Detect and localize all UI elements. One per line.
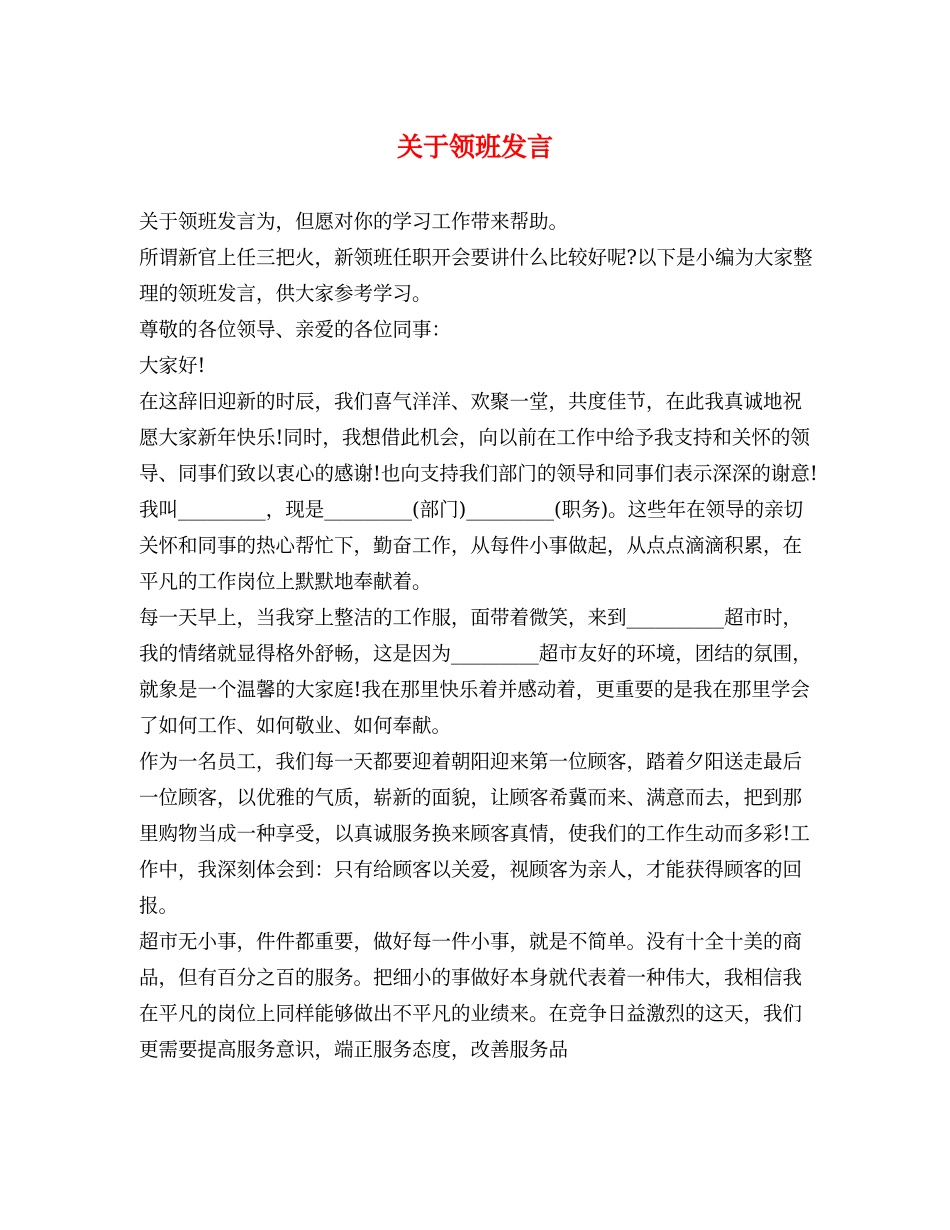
paragraph-intro: 关于领班发言为，但愿对你的学习工作带来帮助。 — [139, 210, 569, 233]
paragraph-customer-service: 作为一名员工，我们每一天都要迎着朝阳迎来第一位顾客，踏着夕阳送走最后一位顾客，以优雅的气质，崭新的面貌，让顾客希冀而来、满意而去，把到那里购物当成一种享受，以真诚服务换来顾客真情，使我们的工作生动而多彩!工作中，我深刻体会到：只有给顾客以关爱，视顾客为亲人，才能获得顾客的回报。 — [139, 750, 810, 917]
paragraph-greeting: 大家好! — [139, 354, 206, 377]
paragraph-self-introduction: 我叫_________，现是_________(部门)_________(职务)。这些年在领导的亲切关怀和同事的热心帮忙下，勤奋工作，从每件小事做起，从点点滴滴积累，在平凡的工作岗位上默默地奉献着。 — [139, 498, 804, 593]
paragraph-preface: 所谓新官上任三把火，新领班任职开会要讲什么比较好呢?以下是小编为大家整理的领班发言，供大家参考学习。 — [139, 246, 813, 305]
paragraph-salutation: 尊敬的各位领导、亲爱的各位同事： — [139, 318, 452, 341]
paragraph-new-year-thanks: 在这辞旧迎新的时辰，我们喜气洋洋、欢聚一堂，共度佳节，在此我真诚地祝愿大家新年快乐!同时，我想借此机会，向以前在工作中给予我支持和关怀的领导、同事们致以衷心的感谢!也向支持我们部门的领导和同事们表示深深的谢意! — [139, 390, 818, 485]
document-body — [139, 204, 819, 1068]
paragraph-small-things: 超市无小事，件件都重要，做好每一件小事，就是不简单。没有十全十美的商品，但有百分之百的服务。把细小的事做好本身就代表着一种伟大，我相信我在平凡的岗位上同样能够做出不平凡的业绩来。在竞争日益激烈的这天，我们更需要提高服务意识，端正服务态度，改善服务品 — [139, 930, 803, 1061]
document-title: 关于领班发言 — [396, 133, 553, 163]
paragraph-daily-work: 每一天早上，当我穿上整洁的工作服，面带着微笑，来到__________超市时，我的情绪就显得格外舒畅，这是因为_________超市友好的环境，团结的氛围，就象是一个温馨的大家庭!我在那里快乐着并感动着，更重要的是我在那里学会了如何工作、如何敬业、如何奉献。 — [139, 606, 812, 737]
